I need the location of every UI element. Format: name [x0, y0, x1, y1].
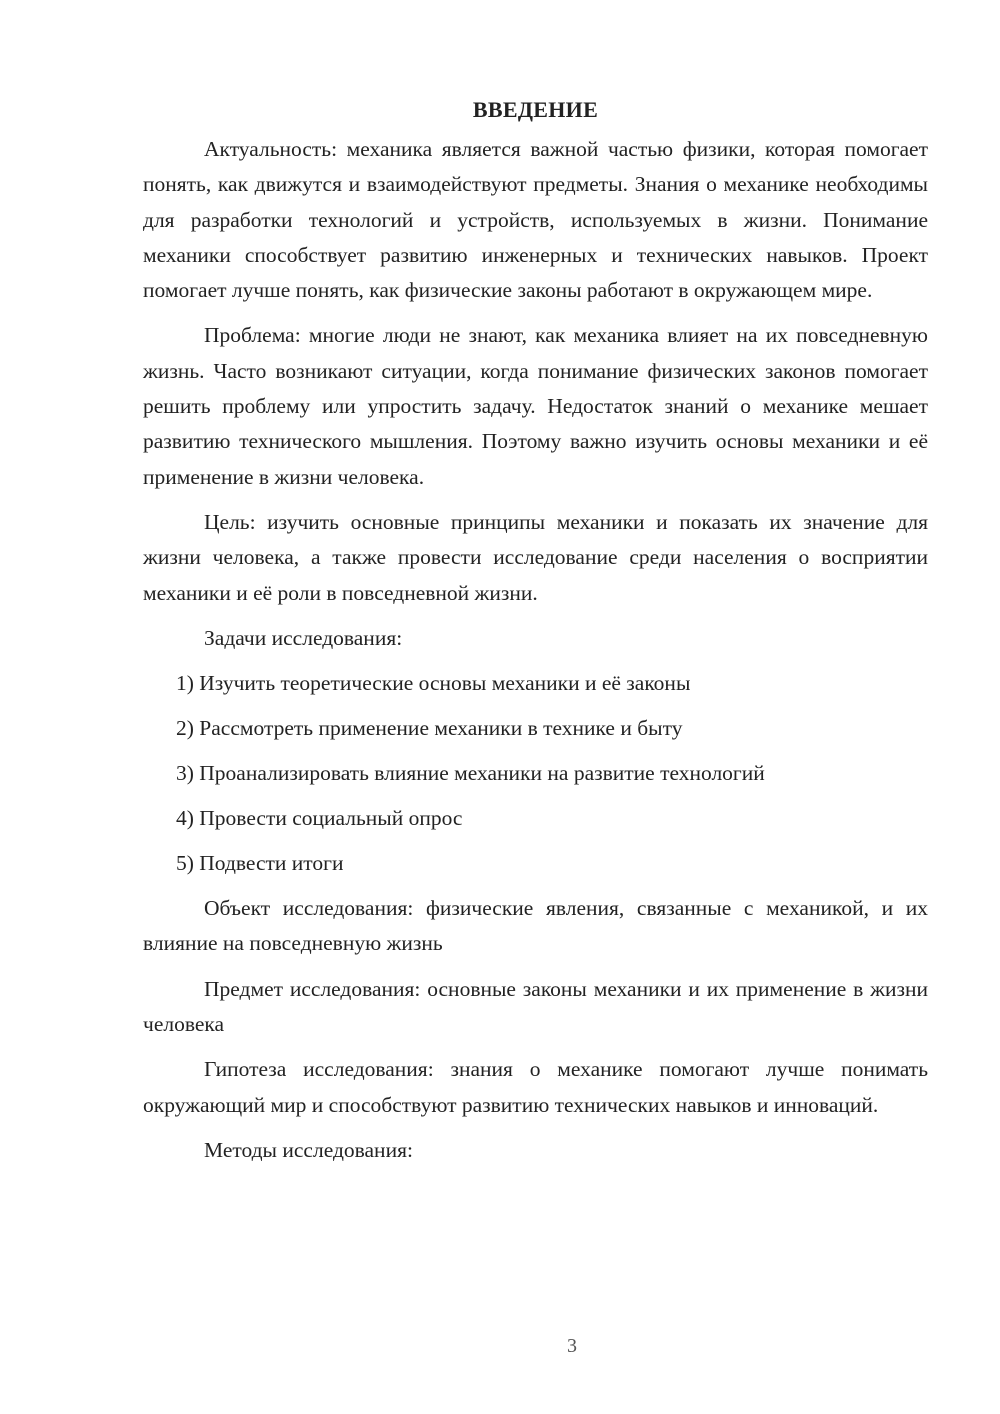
task-item: 5) Подвести итоги — [176, 851, 344, 876]
goal-paragraph: Цель: изучить основные принципы механики и показать их значение для жизни человека, а также провести исследование среди населения о восприятии механики и её роли в повседневной жизни. — [143, 509, 928, 605]
section-title: ВВЕДЕНИЕ — [472, 97, 599, 122]
task-item: 1) Изучить теоретические основы механики и её законы — [176, 671, 691, 696]
relevance-paragraph: Актуальность: механика является важной частью физики, которая помогает понять, как движутся и взаимодействуют предметы. Знания о механике необходимы для разработки технологий и устройств, используемых в жизни. Понимание механики способствует развитию инженерных и технических навыков. Проект помогает лучше понять, как физические законы работают в окружающем мире. — [143, 137, 928, 303]
object-paragraph: Объект исследования: физические явления, связанные с механикой, и их влияние на повседневную жизнь — [143, 896, 928, 956]
hypothesis-paragraph: Гипотеза исследования: знания о механике помогают лучше понимать окружающий мир и способствуют развитию технических навыков и инноваций. — [143, 1057, 928, 1117]
task-item: 3) Проанализировать влияние механики на развитие технологий — [176, 761, 765, 786]
problem-paragraph: Проблема: многие люди не знают, как механика влияет на их повседневную жизнь. Часто возникают ситуации, когда понимание физических законов помогает решить проблему или упростить задачу. Недостаток знаний о механике мешает развитию технического мышления. Поэтому важно изучить основы механики и её применение в жизни человека. — [143, 323, 928, 489]
task-item: 2) Рассмотреть применение механики в технике и быту — [176, 716, 683, 741]
page-content — [143, 95, 928, 1178]
tasks-heading: Задачи исследования: — [204, 625, 403, 650]
subject-paragraph: Предмет исследования: основные законы механики и их применение в жизни человека — [143, 976, 928, 1036]
task-item: 4) Провести социальный опрос — [176, 806, 463, 831]
page-number: 3 — [567, 1335, 577, 1357]
tasks-list — [143, 666, 928, 881]
methods-heading: Методы исследования: — [204, 1137, 413, 1162]
